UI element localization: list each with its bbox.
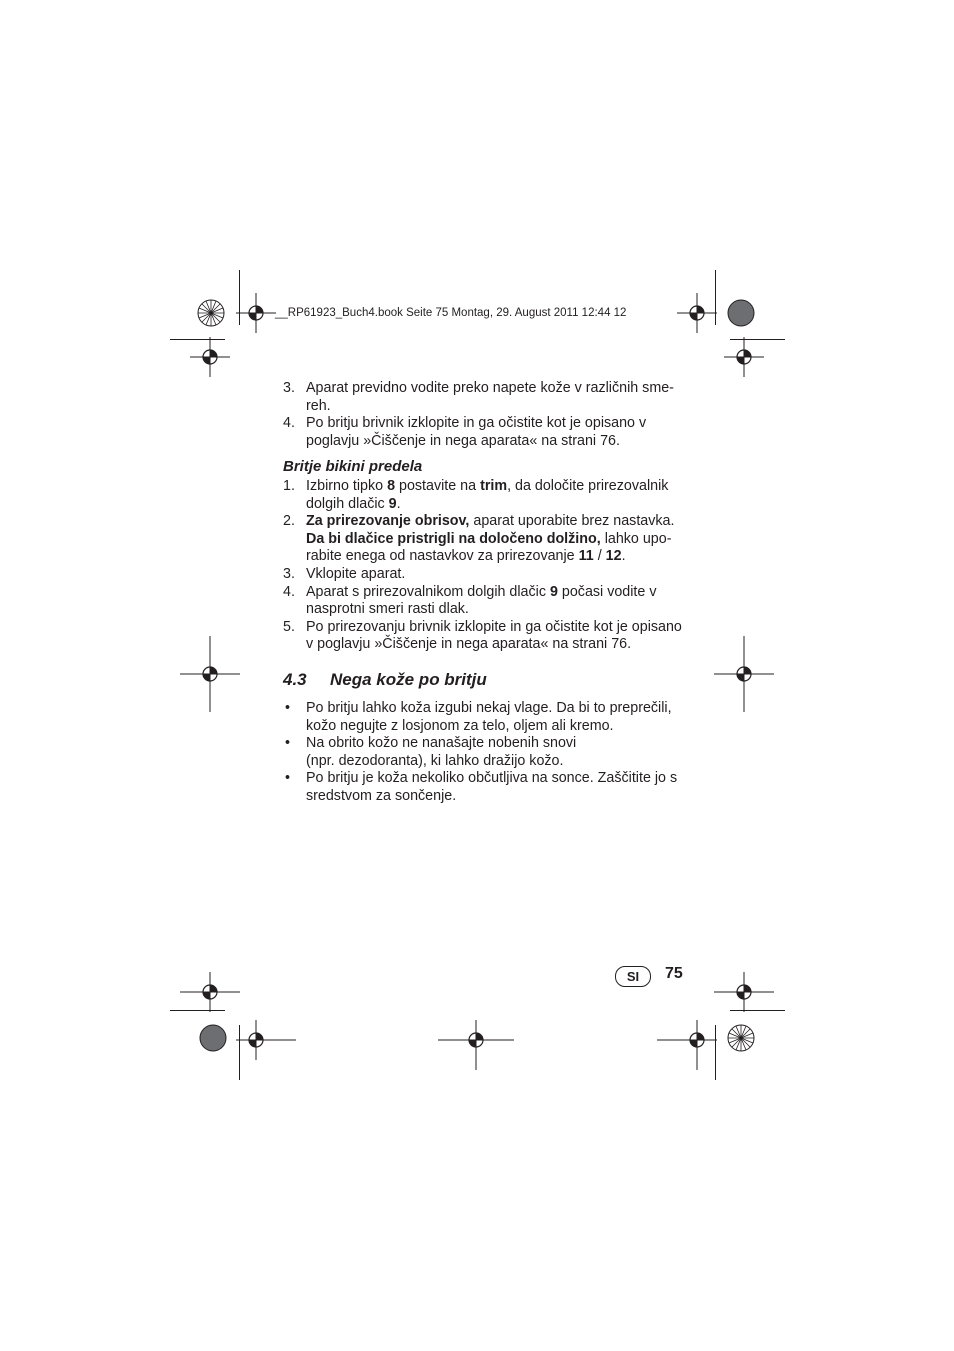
bullet-icon: • (285, 735, 291, 752)
bold-phrase: Da bi dlačice pristrigli na določeno dolžino, (306, 530, 601, 547)
subsection-heading: Britje bikini predela (283, 458, 423, 475)
list-text-line: (npr. dezodoranta), ki lahko dražijo kožo. (306, 752, 564, 769)
list-number: 3. (283, 565, 295, 582)
list-number: 1. (283, 478, 295, 494)
section-number: 4.3 (283, 670, 307, 689)
list-number: 4. (283, 583, 295, 600)
language-badge: SI (615, 966, 651, 987)
registration-mark-icon (190, 654, 230, 694)
list-text-line: Po britju lahko koža izgubi nekaj vlage. Da bi to preprečili, (306, 700, 672, 716)
registration-mark-icon (190, 972, 230, 1012)
text-run: Aparat s prirezovalnikom dolgih dlačic (306, 583, 550, 600)
list-item (283, 513, 683, 566)
instruction-list-top (283, 380, 683, 450)
part-number: 8 (387, 478, 396, 494)
registration-mark-icon (724, 337, 764, 377)
bold-phrase: Za prirezovanje obrisov, (306, 513, 470, 530)
text-run: aparat uporabite brez nastavka. (469, 513, 675, 530)
star-target-icon (727, 1024, 755, 1052)
text-run: dolgih dlačic (306, 495, 389, 512)
bullet-icon: • (285, 770, 291, 787)
text-run: postavite na (395, 478, 481, 494)
section-heading (283, 670, 487, 690)
list-text-line: Na obrito kožo ne nanašajte nobenih snovi (306, 735, 577, 752)
instruction-list-bikini (283, 478, 683, 654)
list-text-line: Po britju je koža nekoliko občutljiva na sonce. Zaščitite jo s (306, 770, 678, 787)
registration-mark-icon (677, 293, 717, 333)
part-number: 12 (605, 548, 622, 565)
text-run: , da določite prirezovalnik (507, 478, 669, 494)
text-run: počasi vodite v (557, 583, 657, 600)
page-number: 75 (665, 965, 683, 982)
list-number: 2. (283, 513, 295, 530)
list-text-line: reh. (306, 397, 331, 414)
list-item (283, 566, 683, 584)
text-run: / (593, 548, 606, 565)
setting-label: trim (480, 478, 508, 494)
list-item (283, 478, 683, 513)
list-text-line: poglavju »Čiščenje in nega aparata« na strani 76. (306, 432, 620, 449)
registration-mark-icon (677, 1020, 717, 1060)
text-run: . (621, 548, 626, 565)
list-item (283, 700, 683, 735)
star-target-icon (197, 299, 225, 327)
list-number: 5. (283, 618, 295, 635)
registration-mark-icon (724, 972, 764, 1012)
list-item (283, 770, 683, 805)
list-number: 4. (283, 415, 295, 432)
list-text-line: Po prirezovanju brivnik izklopite in ga očistite kot je opisano (306, 618, 682, 635)
list-item (283, 735, 683, 770)
registration-mark-icon (724, 654, 764, 694)
list-text-line: sredstvom za sončenje. (306, 787, 457, 804)
list-number: 3. (283, 380, 295, 396)
list-text-line: kožo negujte z losjonom za telo, oljem ali kremo. (306, 717, 614, 734)
text-run: lahko upo- (600, 530, 672, 547)
list-text-line: Aparat previdno vodite preko napete kože v različnih sme- (306, 380, 674, 396)
text-run: rabite enega od nastavkov za prirezovanje (306, 548, 579, 565)
registration-mark-icon (190, 337, 230, 377)
registration-mark-icon (236, 293, 276, 333)
gray-target-icon (727, 299, 755, 327)
bullet-icon: • (285, 700, 291, 716)
registration-mark-icon (456, 1020, 496, 1060)
list-text-line: Vklopite aparat. (306, 565, 406, 582)
list-item (283, 619, 683, 654)
book-file-header: __RP61923_Buch4.book Seite 75 Montag, 29. August 2011 12:44 12 (275, 307, 627, 319)
section-title: Nega kože po britju (330, 670, 487, 689)
part-number: 9 (549, 583, 558, 600)
registration-mark-icon (236, 1020, 276, 1060)
text-run: Izbirno tipko (306, 478, 388, 494)
part-number: 11 (578, 548, 594, 565)
list-item (283, 380, 683, 415)
bullet-list (283, 700, 683, 806)
list-item (283, 584, 683, 619)
text-run: . (396, 495, 401, 512)
list-item (283, 415, 683, 450)
gray-target-icon (199, 1024, 227, 1052)
list-text-line: v poglavju »Čiščenje in nega aparata« na strani 76. (306, 636, 632, 653)
list-text-line: nasprotni smeri rasti dlak. (306, 601, 469, 618)
part-number: 9 (388, 495, 397, 512)
list-text-line: Po britju brivnik izklopite in ga očistite kot je opisano v (306, 415, 647, 432)
